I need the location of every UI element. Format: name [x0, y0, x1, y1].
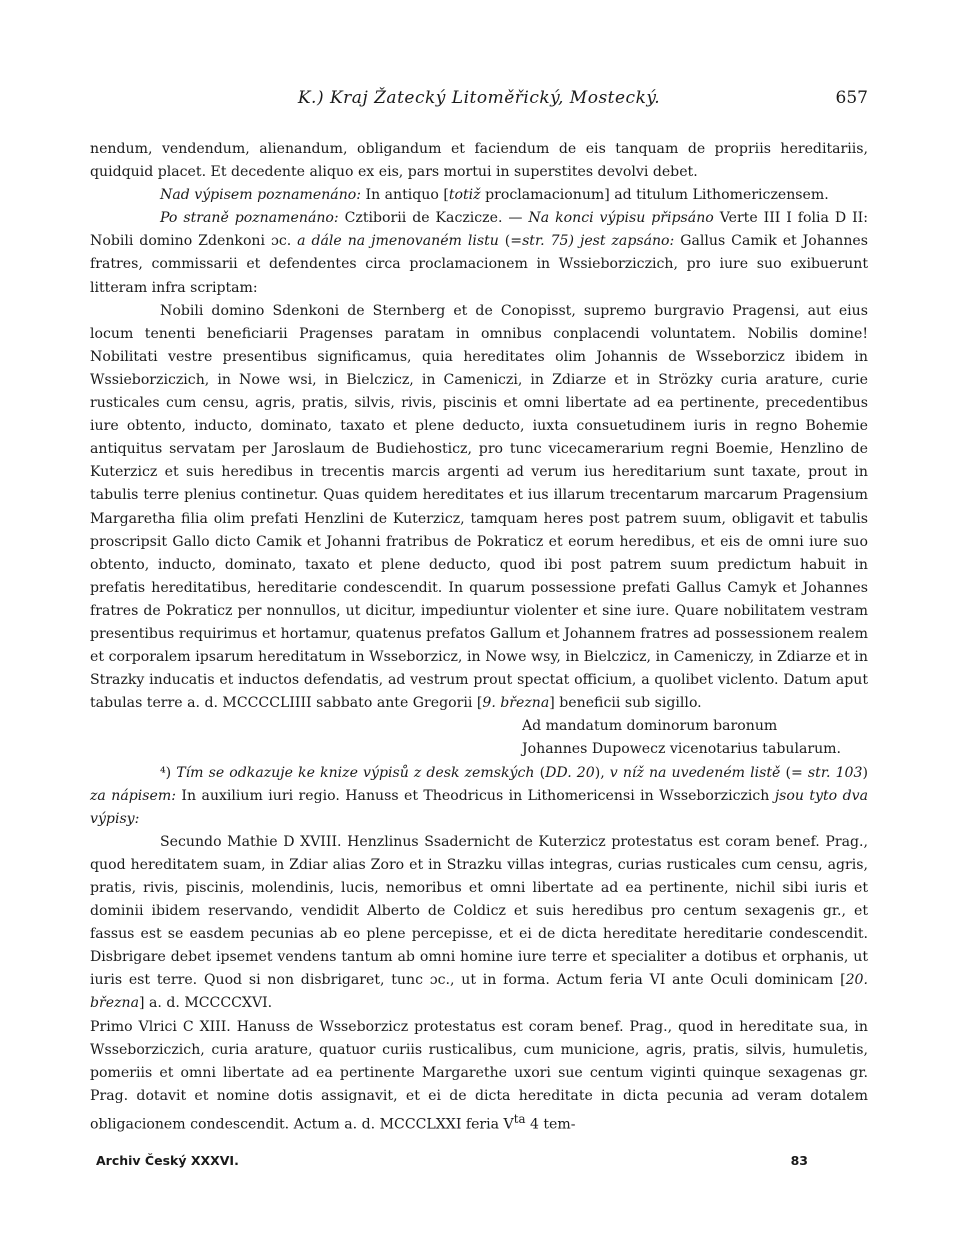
czech-note: v níž na uvedeném listě — [609, 764, 781, 781]
czech-note: za nápisem: — [90, 787, 176, 804]
latin-text: (= — [780, 764, 808, 781]
latin-text: In antiquo [ — [361, 187, 449, 204]
czech-note: a dále na jmenovaném listu — [297, 233, 499, 250]
signature-block — [90, 715, 868, 761]
czech-note: Na konci výpisu připsáno — [528, 210, 714, 227]
latin-text: (= — [498, 233, 523, 250]
paragraph-continuation: nendum, vendendum, alienandum, obligandum et faciendum de eis tanquam de propriis hereditariis, quidquid placet. Et decedente aliquo ex eis, pars mortui in superstites devolvi debet. — [90, 141, 868, 181]
czech-note: Tím se odkazuje ke knize výpisů z desk zemských — [176, 764, 535, 781]
latin-text: Nobili domino Sdenkoni de Sternberg et de Conopisst, supremo burgravio Pragensi, aut eius locum tenenti beneficiarii Pragenses paratam in omnibus conplacendi voluntatem. Nobilis domine! Nobilitati vestre presentibus significamus, quia hereditates olim Johannis de Wsseborzicz ibidem in Wssieborziczich, in Nowe wsi, in Bielczicz, in Cameniczi, in Zdiarze et in Strözky curia arature, curie rusticales cum censu, agris, pratis, silvis, rivis, piscinis et omni libertate ad ea pertinente, precedentibus iure obtento, inducto, dominato, taxato et plene deducto, iuxta consuetudinem iuris in regno Bohemie antiquitus servatam per Jaroslaum de Budiehosticz, pro tunc vicecamerarium regni Boemie, Henzlino de Kuterzicz et suis heredibus in trecentis marcis argenti ad verum ius hereditarium sunt taxate, prout in tabulis terre plenius continetur. Quas quidem hereditates et ius illarum trecentarum marcarum Pragensium Margaretha filia olim prefati Henzlini de Kuterzicz, tamquam heres post patrem suum, obligavit et tabulis proscripsit Gallo dicto Camik et Johanni fratribus de Pokraticz et eorum heredibus, et eis de omni iure suo obtento, inducto, dominato, taxato et plene deducto, quod ibi post patrem suum predictum habuit in prefatis hereditatibus, hereditarie condescendit. In quarum possessione prefati Gallus Camyk et Johannes fratres de Pokraticz per nonnullos, ut dicitur, impediuntur violenter et sine iure. Quare nobilitatem vestram presentibus requirimus et hortamur, quatenus prefatos Gallum et Johannem fratres ad possessionem realem et corporalem ipsarum hereditatum in Wsseborzicz, in Nowe wsy, in Bielczicz, in Cameniczy, in Zdiarze et in Strazky inducatis et inductos defendatis, ad vestrum prout spectat officium, a quolibet viclento. Datum aput tabulas terre a. d. MCCCCLIIII sabbato ante Gregorii [ — [90, 302, 868, 712]
paragraph-excerpt-secundo — [90, 831, 868, 1016]
czech-note: Nad výpisem poznamenáno: — [160, 187, 362, 204]
page-header — [90, 88, 868, 114]
latin-text: 4 tem- — [525, 1116, 576, 1133]
latin-text: Cztiborii de Kaczicze. — — [338, 210, 529, 227]
signature-line: Johannes Dupowecz vicenotarius tabularum. — [522, 741, 842, 758]
signature-line: Ad mandatum dominorum baronum — [522, 718, 778, 735]
page-number: 657 — [835, 88, 868, 108]
superscript: ta — [513, 1111, 526, 1126]
signature-mark: Archiv Český XXXVI. — [96, 1153, 239, 1168]
paragraph-side-note — [90, 207, 868, 299]
czech-note: DD. 20 — [545, 764, 595, 781]
czech-note: str. 75) jest zapsáno: — [522, 233, 675, 250]
paragraph-letter — [90, 300, 868, 716]
running-title: K.) Kraj Žatecký Litoměřický, Mostecký. — [297, 88, 661, 108]
paragraph-note-above-excerpt — [90, 184, 868, 207]
footnote-marker: ⁴) — [160, 764, 177, 781]
paragraph-footnote-reference — [90, 762, 868, 831]
latin-text: proclamacionum] ad titulum Lithomericzensem. — [480, 187, 829, 204]
czech-note: Po straně poznamenáno: — [160, 210, 339, 227]
latin-text: ) — [862, 764, 868, 781]
latin-text: Gallus Camik et Johannes fratres, commissarii et defendentes circa proclamacionem in Wssieborziczich, pro iure suo exibuerunt litteram infra scriptam: — [90, 233, 868, 296]
date-note: 9. března — [482, 695, 550, 712]
latin-text: In auxilium iuri regio. Hanuss et Theodricus in Lithomericensi in Wsseborziczich — [175, 787, 775, 804]
date-note: 20. března — [90, 972, 868, 1012]
sheet-number: 83 — [790, 1153, 808, 1168]
page-body — [90, 138, 868, 1137]
czech-note: totiž — [448, 187, 481, 204]
latin-text: ( — [534, 764, 546, 781]
czech-note: jsou tyto dva výpisy: — [90, 787, 868, 827]
latin-text: ] a. d. MCCCCXVI. — [139, 995, 273, 1012]
page-footer — [96, 1153, 808, 1175]
latin-text: Verte III I folia D II: Nobili domino Zdenkoni ɔc. — [90, 210, 869, 250]
paragraph-excerpt-primo — [90, 1016, 868, 1137]
latin-text: Secundo Mathie D XVIII. Henzlinus Ssadernicht de Kuterzicz protestatus est coram benef. Prag., quod hereditatem suam, in Zdiar alias Zoro et in Strazku villas integras, curias rusticales cum censu, agris, pratis, rivis, piscinis, molendinis, lucis, nemoribus et omni libertate ad ea pertinente, nichil sibi iuris et dominii ibidem reservando, vendidit Alberto de Coldicz et suis heredibus pro centum sexagenis gr., et fassus est se easdem pecunias ab eo plene percepisse, et ei de dicta hereditate hereditarie condescendit. Disbrigare debet ipsemet vendens tantum ab omni homine iure terre et specialiter a dotibus et orphanis, ut iuris est terre. Quod si non disbrigaret, tunc ɔc., ut in forma. Actum feria VI ante Oculi dominicam [ — [90, 833, 868, 989]
czech-note: str. 103 — [807, 764, 863, 781]
latin-text: ), — [594, 764, 610, 781]
latin-text: Primo Vlrici C XIII. Hanuss de Wsseborzicz protestatus est coram benef. Prag., quod in hereditate sua, in Wsseborziczich, curia arature, quatuor curiis rusticalibus, cum municione, agris, pratis, silvis, humuletis, pomeriis et omni libertate ad ea pertinente Margarethe uxori sue centum viginti quinque sexagenas gr. Prag. dotavit et nomine dotis assignavit, et ei de dicta hereditate in dicta pecunia ad veram dotalem obligacionem condescendit. Actum a. d. MCCCLXXI feria V — [90, 1018, 868, 1133]
latin-text: ] beneficii sub sigillo. — [549, 695, 702, 712]
